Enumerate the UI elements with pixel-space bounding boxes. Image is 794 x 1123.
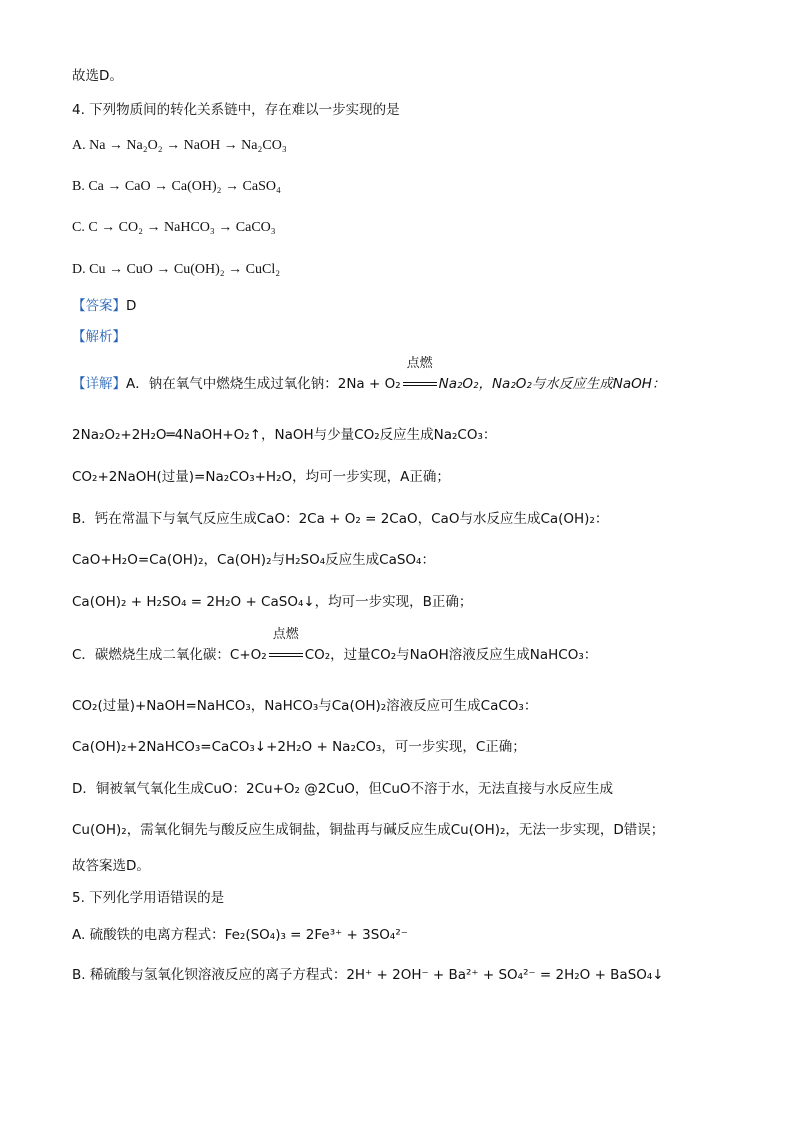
answer-tag: 【答案】 xyxy=(72,298,126,314)
detail-c-text-1: C．碳燃烧生成二氧化碳：C+O₂ xyxy=(72,647,267,663)
detail-a-text-1: A．钠在氧气中燃烧生成过氧化钠：2Na + O₂ xyxy=(126,376,401,392)
question-4-option-a: A. Na → Na₂O₂ → NaOH → Na₂CO₃ xyxy=(72,138,287,153)
ignite-condition-equals-c xyxy=(267,627,305,665)
question-5-option-a: A. 硫酸铁的电离方程式：Fe₂(SO₄)₃ = 2Fe³⁺ + 3SO₄²⁻ xyxy=(72,927,408,943)
detail-c-line-2: CO₂(过量)+NaOH=NaHCO₃，NaHCO₃与Ca(OH)₂溶液反应可生成CaCO₃： xyxy=(72,698,538,714)
detail-a-text-2: Na₂O₂，Na₂O₂与水反应生成NaOH： xyxy=(438,376,666,392)
analysis-tag: 【解析】 xyxy=(72,329,126,345)
detail-c-line-1 xyxy=(72,627,754,665)
detail-tag: 【详解】 xyxy=(72,376,126,392)
answer-row xyxy=(72,296,754,316)
question-4-option-c: C. C → CO₂ → NaHCO₃ → CaCO₃ xyxy=(72,220,276,235)
detail-c-text-2: CO₂，过量CO₂与NaOH溶液反应生成NaHCO₃： xyxy=(304,647,598,663)
detail-b-line-2: CaO+H₂O=Ca(OH)₂，Ca(OH)₂与H₂SO₄反应生成CaSO₄： xyxy=(72,552,435,568)
detail-b-line-1: B．钙在常温下与氧气反应生成CaO：2Ca + O₂ = 2CaO，CaO与水反应生成Ca(OH)₂： xyxy=(72,511,609,527)
answer-value: D xyxy=(126,298,137,314)
ignite-condition-label: 点燃 xyxy=(406,356,433,371)
detail-a-line-2: 2Na₂O₂+2H₂O═4NaOH+O₂↑，NaOH与少量CO₂反应生成Na₂CO₃： xyxy=(72,427,497,443)
question-4-option-d: D. Cu → CuO → Cu(OH)₂ → CuCl₂ xyxy=(72,262,281,277)
double-bar xyxy=(403,382,437,386)
detail-a-line-3: CO₂+2NaOH(过量)=Na₂CO₃+H₂O，均可一步实现，A正确； xyxy=(72,469,450,485)
question-4-conclusion: 故答案选D。 xyxy=(72,858,150,874)
detail-c-line-3: Ca(OH)₂+2NaHCO₃=CaCO₃↓+2H₂O + Na₂CO₃，可一步实现，C正确； xyxy=(72,739,526,755)
detail-a-line-1 xyxy=(72,356,754,394)
question-4-option-b: B. Ca → CaO → Ca(OH)₂ → CaSO₄ xyxy=(72,179,281,194)
detail-b-line-3: Ca(OH)₂ + H₂SO₄ = 2H₂O + CaSO₄↓，均可一步实现，B正确； xyxy=(72,594,473,610)
previous-conclusion: 故选D。 xyxy=(72,68,123,84)
question-5-option-b: B. 稀硫酸与氢氧化钡溶液反应的离子方程式：2H⁺ + 2OH⁻ + Ba²⁺ + SO₄²⁻ = 2H₂O + BaSO₄↓ xyxy=(72,967,664,983)
detail-d-line-2: Cu(OH)₂，需氧化铜先与酸反应生成铜盐，铜盐再与碱反应生成Cu(OH)₂，无法一步实现，D错误； xyxy=(72,822,665,838)
question-4-stem: 4. 下列物质间的转化关系链中，存在难以一步实现的是 xyxy=(72,102,400,118)
ignite-condition-equals xyxy=(401,356,439,394)
question-5-stem: 5. 下列化学用语错误的是 xyxy=(72,890,225,906)
detail-d-line-1: D．铜被氧气氧化生成CuO：2Cu+O₂ @2CuO，但CuO不溶于水，无法直接与水反应生成 xyxy=(72,781,614,797)
double-bar-c xyxy=(269,653,303,657)
ignite-condition-label-c: 点燃 xyxy=(272,627,299,642)
analysis-row xyxy=(72,327,754,347)
